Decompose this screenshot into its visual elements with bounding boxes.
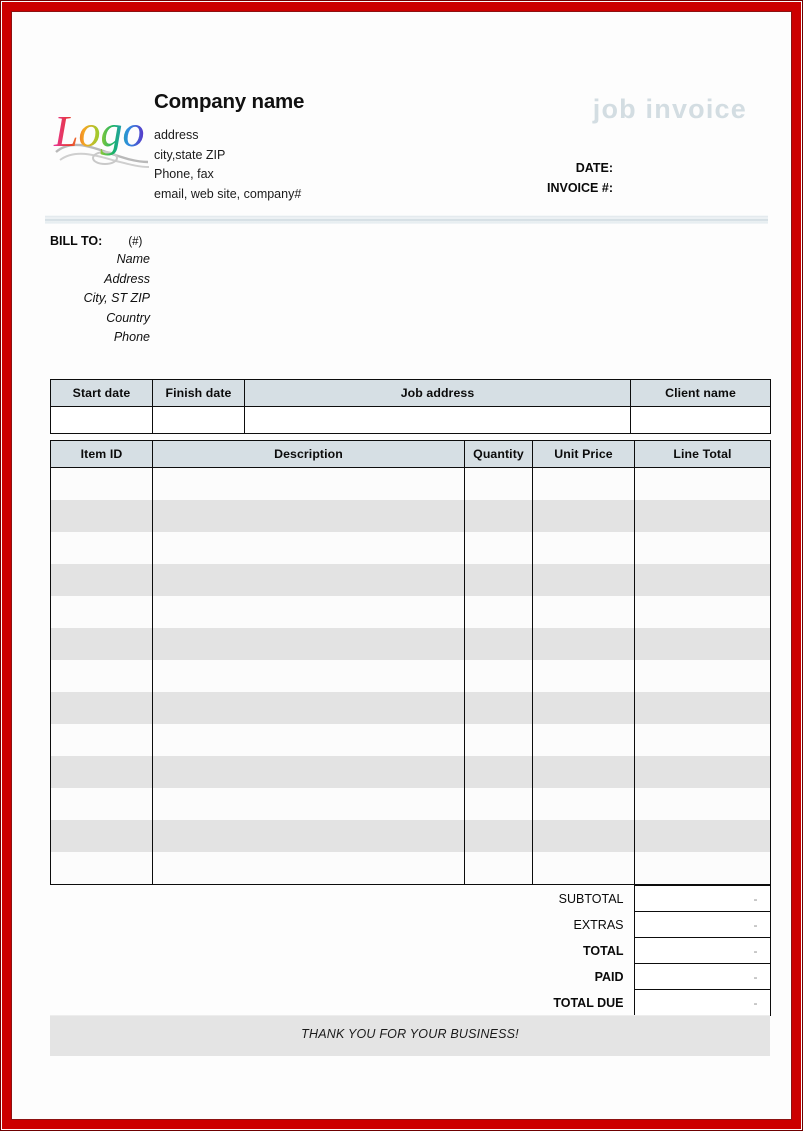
line-item-cell-quantity[interactable] xyxy=(465,724,533,756)
totals-row xyxy=(442,964,770,990)
line-item-cell-unit-price[interactable] xyxy=(533,788,635,820)
job-cell-client-name[interactable] xyxy=(631,407,771,434)
company-email-line: email, web site, company# xyxy=(154,186,302,201)
line-item-cell-line-total[interactable] xyxy=(635,692,771,724)
line-item-cell-quantity[interactable] xyxy=(465,660,533,692)
line-item-cell-quantity[interactable] xyxy=(465,852,533,885)
logo-image xyxy=(50,92,158,184)
line-item-cell-unit-price[interactable] xyxy=(533,628,635,660)
inner-hairline-border xyxy=(11,11,792,1120)
company-phone-line: Phone, fax xyxy=(154,167,214,181)
totals-label: SUBTOTAL xyxy=(558,891,624,906)
job-cell-finish-date[interactable] xyxy=(153,407,245,434)
totals-row xyxy=(442,912,770,938)
company-city-line: city,state ZIP xyxy=(154,147,226,162)
line-items-table xyxy=(50,440,771,885)
totals-table xyxy=(442,885,771,1016)
line-item-cell-item-id[interactable] xyxy=(51,628,153,660)
totals-row xyxy=(442,990,770,1016)
totals-row xyxy=(442,938,770,964)
invoice-header xyxy=(12,12,791,207)
line-item-cell-unit-price[interactable] xyxy=(533,660,635,692)
totals-body xyxy=(442,886,770,1016)
line-item-cell-quantity[interactable] xyxy=(465,692,533,724)
totals-value[interactable]: - xyxy=(634,912,770,938)
footer-message: THANK YOU FOR YOUR BUSINESS! xyxy=(301,1027,519,1041)
company-contact-lines xyxy=(154,126,304,204)
line-item-cell-quantity[interactable] xyxy=(465,820,533,852)
line-item-row xyxy=(51,788,771,820)
line-item-cell-item-id[interactable] xyxy=(51,596,153,628)
line-item-cell-description[interactable] xyxy=(153,532,465,564)
totals-value[interactable]: - xyxy=(634,886,770,912)
line-item-cell-description[interactable] xyxy=(153,724,465,756)
bill-to-city: City, ST ZIP xyxy=(83,291,150,306)
totals-value[interactable]: - xyxy=(634,938,770,964)
line-item-cell-item-id[interactable] xyxy=(51,820,153,852)
line-item-row xyxy=(51,852,771,885)
logo-text: Logo xyxy=(54,107,145,156)
line-item-cell-item-id[interactable] xyxy=(51,852,153,885)
line-item-cell-description[interactable] xyxy=(153,756,465,788)
line-item-cell-line-total[interactable] xyxy=(635,724,771,756)
line-item-cell-description[interactable] xyxy=(153,500,465,532)
line-item-cell-item-id[interactable] xyxy=(51,500,153,532)
items-col-item-id: Item ID xyxy=(51,441,153,468)
invoice-meta-block xyxy=(547,158,613,198)
line-item-cell-line-total[interactable] xyxy=(635,852,771,885)
company-name: Company name xyxy=(154,90,305,113)
company-address-line: address xyxy=(154,128,199,142)
line-item-cell-quantity[interactable] xyxy=(465,468,533,501)
line-item-cell-item-id[interactable] xyxy=(51,660,153,692)
line-item-cell-quantity[interactable] xyxy=(465,564,533,596)
line-items-body xyxy=(51,468,771,885)
line-item-cell-unit-price[interactable] xyxy=(533,468,635,501)
line-item-cell-unit-price[interactable] xyxy=(533,532,635,564)
items-col-quantity: Quantity xyxy=(465,441,533,468)
invoice-label: INVOICE #: xyxy=(547,181,613,195)
header-divider xyxy=(45,215,768,224)
line-item-cell-quantity[interactable] xyxy=(465,532,533,564)
line-item-row xyxy=(51,660,771,692)
line-item-cell-description[interactable] xyxy=(153,788,465,820)
line-item-cell-quantity[interactable] xyxy=(465,756,533,788)
totals-label: PAID xyxy=(594,969,624,984)
bill-to-heading xyxy=(50,234,340,248)
line-item-cell-quantity[interactable] xyxy=(465,628,533,660)
line-item-cell-item-id[interactable] xyxy=(51,724,153,756)
line-item-cell-unit-price[interactable] xyxy=(533,756,635,788)
line-item-cell-description[interactable] xyxy=(153,628,465,660)
totals-value[interactable]: - xyxy=(634,964,770,990)
totals-label: EXTRAS xyxy=(573,917,624,932)
line-item-cell-item-id[interactable] xyxy=(51,756,153,788)
line-item-cell-unit-price[interactable] xyxy=(533,820,635,852)
line-item-cell-unit-price[interactable] xyxy=(533,500,635,532)
job-details-table xyxy=(50,379,771,434)
line-item-cell-line-total[interactable] xyxy=(635,628,771,660)
line-item-cell-line-total[interactable] xyxy=(635,660,771,692)
line-item-cell-unit-price[interactable] xyxy=(533,564,635,596)
line-item-cell-line-total[interactable] xyxy=(635,596,771,628)
footer-band xyxy=(50,1015,770,1056)
bill-to-country: Country xyxy=(106,310,150,325)
line-item-cell-line-total[interactable] xyxy=(635,532,771,564)
line-item-cell-description[interactable] xyxy=(153,468,465,501)
line-item-cell-quantity[interactable] xyxy=(465,500,533,532)
line-item-cell-unit-price[interactable] xyxy=(533,852,635,885)
line-item-cell-description[interactable] xyxy=(153,852,465,885)
line-item-row xyxy=(51,756,771,788)
date-label: DATE: xyxy=(575,161,613,175)
items-col-description: Description xyxy=(153,441,465,468)
line-item-row xyxy=(51,532,771,564)
line-item-cell-line-total[interactable] xyxy=(635,500,771,532)
job-table-header-row xyxy=(51,380,771,407)
totals-label: TOTAL xyxy=(582,943,624,958)
line-item-cell-description[interactable] xyxy=(153,660,465,692)
line-item-row xyxy=(51,820,771,852)
line-item-cell-line-total[interactable] xyxy=(635,756,771,788)
line-item-cell-description[interactable] xyxy=(153,820,465,852)
line-item-cell-unit-price[interactable] xyxy=(533,724,635,756)
line-item-cell-quantity[interactable] xyxy=(465,596,533,628)
bill-to-block xyxy=(50,234,340,348)
totals-value[interactable]: - xyxy=(634,990,770,1016)
line-item-cell-description[interactable] xyxy=(153,564,465,596)
job-cell-start-date[interactable] xyxy=(51,407,153,434)
line-item-cell-line-total[interactable] xyxy=(635,564,771,596)
line-item-row xyxy=(51,692,771,724)
invoice-sheet xyxy=(12,12,791,1119)
line-item-row xyxy=(51,500,771,532)
company-block xyxy=(154,90,304,204)
job-table-row xyxy=(51,407,771,434)
totals-row xyxy=(442,886,770,912)
job-col-start-date: Start date xyxy=(51,380,153,407)
line-item-row xyxy=(51,628,771,660)
line-item-cell-item-id[interactable] xyxy=(51,564,153,596)
bill-to-hash: (#) xyxy=(128,236,143,248)
items-col-line-total: Line Total xyxy=(635,441,771,468)
line-item-cell-quantity[interactable] xyxy=(465,788,533,820)
line-item-row xyxy=(51,724,771,756)
line-item-cell-item-id[interactable] xyxy=(51,788,153,820)
items-col-unit-price: Unit Price xyxy=(533,441,635,468)
bill-to-name: Name xyxy=(116,252,150,266)
bill-to-lines xyxy=(50,250,150,348)
line-item-row xyxy=(51,596,771,628)
bill-to-phone: Phone xyxy=(113,330,150,345)
line-item-cell-item-id[interactable] xyxy=(51,692,153,724)
line-item-cell-line-total[interactable] xyxy=(635,788,771,820)
bill-to-label: BILL TO: xyxy=(50,234,103,248)
red-border-band xyxy=(2,2,801,1129)
bill-to-address: Address xyxy=(104,271,150,286)
job-col-client-name: Client name xyxy=(631,380,771,407)
line-item-cell-description[interactable] xyxy=(153,692,465,724)
job-col-finish-date: Finish date xyxy=(153,380,245,407)
job-cell-job-address[interactable] xyxy=(245,407,631,434)
line-item-cell-unit-price[interactable] xyxy=(533,596,635,628)
document-title: job invoice xyxy=(592,94,747,124)
line-item-cell-line-total[interactable] xyxy=(635,468,771,501)
line-item-cell-description[interactable] xyxy=(153,596,465,628)
line-item-row xyxy=(51,468,771,501)
line-item-row xyxy=(51,564,771,596)
line-item-cell-item-id[interactable] xyxy=(51,532,153,564)
job-col-job-address: Job address xyxy=(245,380,631,407)
items-table-header-row xyxy=(51,441,771,468)
line-item-cell-unit-price[interactable] xyxy=(533,692,635,724)
totals-label: TOTAL DUE xyxy=(553,995,624,1010)
line-item-cell-line-total[interactable] xyxy=(635,820,771,852)
line-item-cell-item-id[interactable] xyxy=(51,468,153,501)
